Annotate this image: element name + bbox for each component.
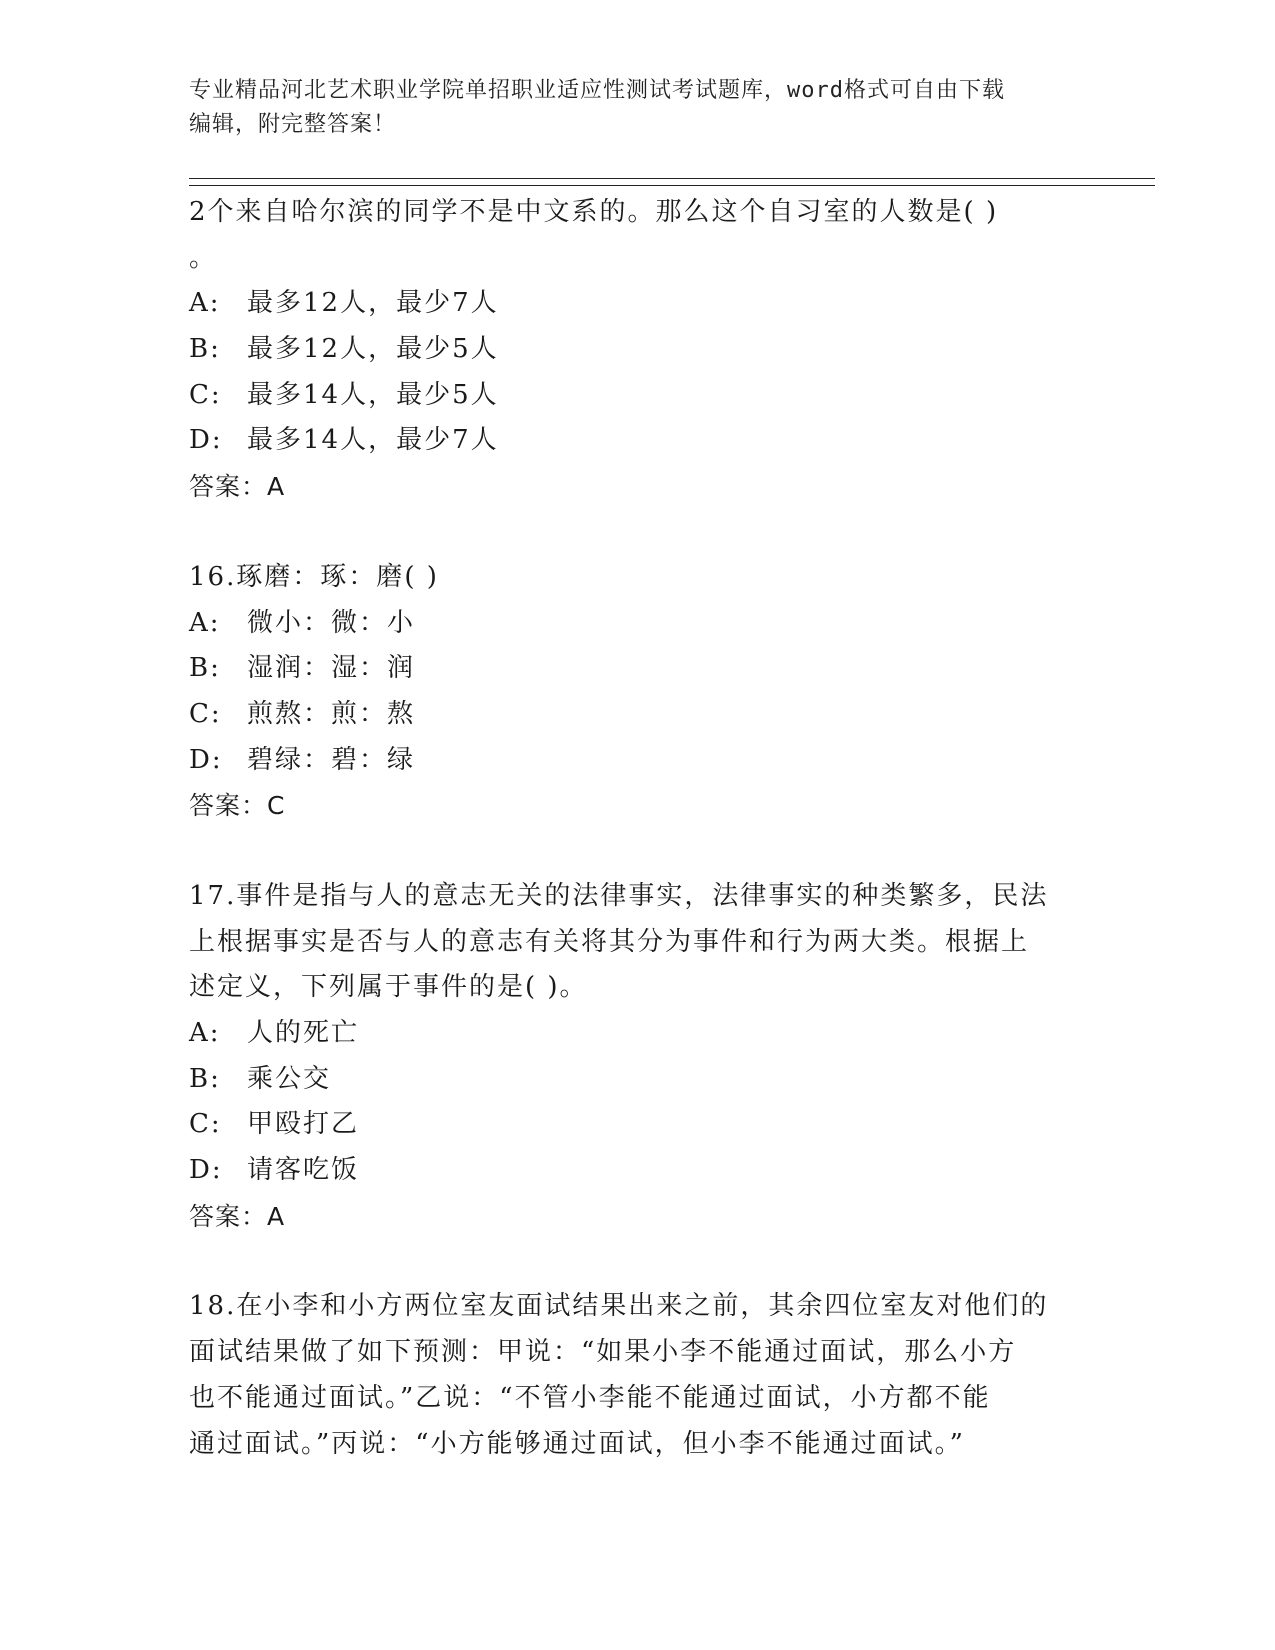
question-text-line: 述定义，下列属于事件的是( )。 (189, 972, 588, 1003)
question-text-line: 也不能通过面试。”乙说：“不管小李能不能通过面试，小方都不能 (189, 1382, 991, 1413)
option-b (189, 327, 1089, 373)
option-text: 甲殴打乙 (247, 1109, 360, 1140)
question-text-line: 通过面试。”丙说：“小方能够通过面试，但小李不能通过面试。” (189, 1428, 965, 1459)
option-key: C: (189, 1109, 222, 1140)
option-b (189, 1057, 1089, 1103)
option-a (189, 1011, 1089, 1057)
option-text: 最多12人，最少7人 (247, 288, 499, 319)
question-text-line: 17.事件是指与人的意志无关的法律事实，法律事实的种类繁多，民法 (189, 880, 1049, 911)
header-line-2: 编辑，附完整答案！ (189, 112, 397, 137)
option-key: A: (189, 607, 221, 638)
question-text-line: 2个来自哈尔滨的同学不是中文系的。那么这个自习室的人数是( ) (189, 197, 999, 227)
option-text: 最多12人，最少5人 (247, 334, 499, 365)
option-a (189, 601, 1089, 647)
option-text: 人的死亡 (247, 1018, 360, 1048)
option-text: 最多14人，最少7人 (247, 425, 499, 456)
question-list (189, 190, 1089, 1467)
option-key: C: (189, 379, 222, 410)
option-key: B: (189, 653, 221, 684)
answer-line: 答案：A (189, 472, 286, 502)
header-divider (189, 178, 1155, 186)
question-18 (189, 1284, 1089, 1467)
question-16 (189, 555, 1089, 829)
option-key: B: (189, 334, 221, 365)
option-key: A: (189, 1018, 221, 1048)
option-c (189, 1102, 1089, 1148)
option-b (189, 646, 1089, 692)
option-key: D: (189, 744, 223, 775)
option-text: 微小：微：小 (247, 607, 416, 638)
question-text-line: 上根据事实是否与人的意志有关将其分为事件和行为两大类。根据上 (189, 926, 1030, 957)
question-17 (189, 874, 1089, 1240)
option-key: D: (189, 425, 223, 456)
option-text: 请客吃饭 (247, 1155, 360, 1186)
option-text: 碧绿：碧：绿 (247, 744, 416, 775)
option-text: 最多14人，最少5人 (247, 379, 499, 410)
option-key: C: (189, 698, 222, 729)
option-key: B: (189, 1063, 221, 1094)
question-text-line: 16.琢磨：琢：磨( ) (189, 561, 439, 592)
question-text-line: 18.在小李和小方两位室友面试结果出来之前，其余四位室友对他们的 (189, 1291, 1049, 1322)
option-c (189, 373, 1089, 419)
answer-line: 答案：C (189, 791, 286, 821)
option-d (189, 738, 1089, 784)
option-key: D: (189, 1155, 223, 1186)
question-text-line: 面试结果做了如下预测：甲说：“如果小李不能通过面试，那么小方 (189, 1337, 1017, 1368)
option-key: A: (189, 288, 221, 319)
header-line-1: 专业精品河北艺术职业学院单招职业适应性测试考试题库，word格式可自由下载 (189, 78, 1005, 103)
option-a (189, 281, 1089, 327)
question-15 (189, 190, 1089, 510)
option-d (189, 418, 1089, 464)
option-text: 湿润：湿：润 (247, 653, 416, 684)
option-c (189, 692, 1089, 738)
option-text: 煎熬：煎：熬 (247, 698, 416, 729)
question-text-line: 。 (189, 242, 218, 273)
option-text: 乘公交 (247, 1063, 332, 1094)
answer-line: 答案：A (189, 1201, 286, 1231)
option-d (189, 1148, 1089, 1194)
page-header (189, 74, 1069, 142)
